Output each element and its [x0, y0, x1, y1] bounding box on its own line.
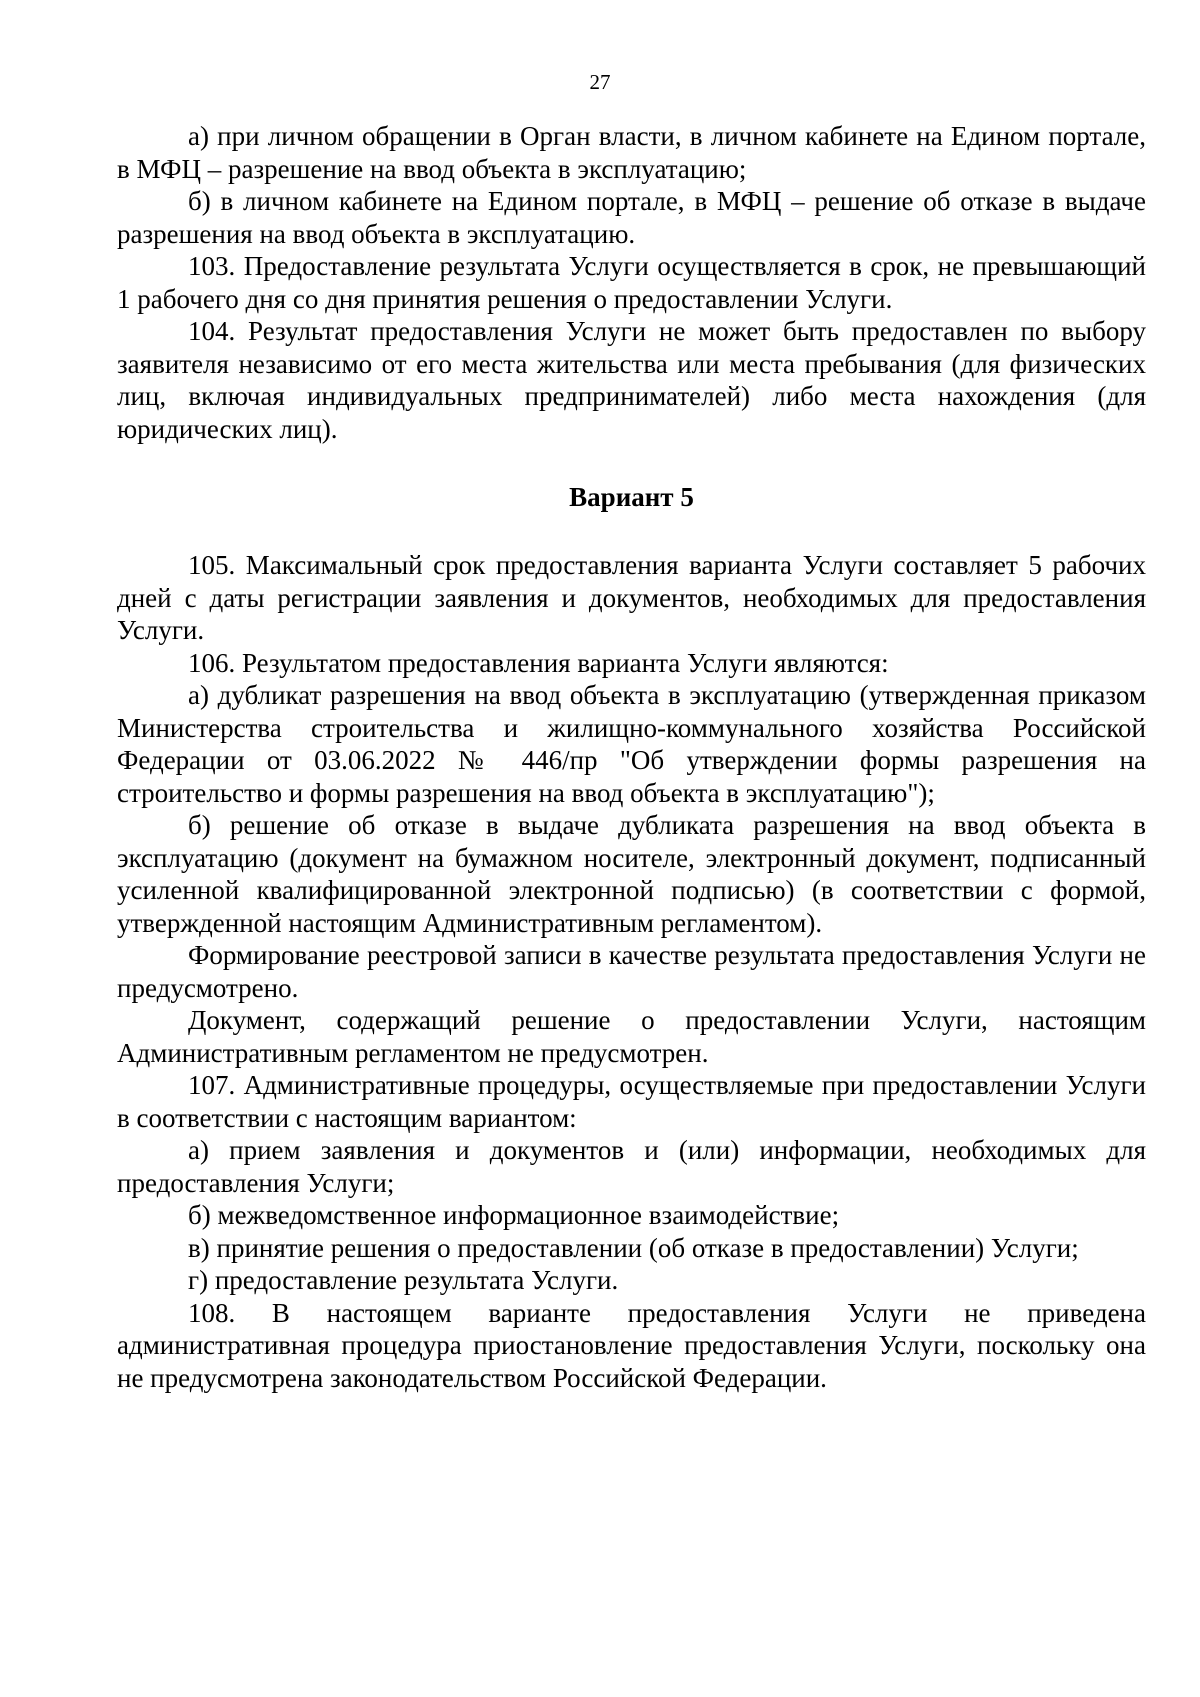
paragraph-107-item-c: в) принятие решения о предоставлении (об отказе в предоставлении) Услуги;	[188, 1232, 1079, 1263]
paragraph-108: 108. В настоящем варианте предоставления Услуги не приведена административная процедура приостановление предоставления Услуги, поскольку она не предусмотрена законодательством Российской Федерации.	[117, 1297, 1146, 1393]
paragraph-item-b: б) в личном кабинете на Едином портале, в МФЦ – решение об отказе в выдаче разрешения на ввод объекта в эксплуатацию.	[117, 186, 1146, 249]
paragraph-106-item-a: а) дубликат разрешения на ввод объекта в эксплуатацию (утвержденная приказом Министерства строительства и жилищно-коммунального хозяйства Российской Федерации от 03.06.2022 № 446/пр "Об утверждении формы разрешения на строительство и формы разрешения на ввод объекта в эксплуатацию");	[117, 680, 1146, 808]
paragraph-107-item-a: а) прием заявления и документов и (или) информации, необходимых для предоставления Услуги;	[117, 1135, 1146, 1198]
paragraph-decision-document: Документ, содержащий решение о предоставлении Услуги, настоящим Административным регламентом не предусмотрен.	[117, 1005, 1146, 1068]
paragraph-107-item-d: г) предоставление результата Услуги.	[188, 1265, 619, 1295]
paragraph-107: 107. Административные процедуры, осуществляемые при предоставлении Услуги в соответствии с настоящим вариантом:	[117, 1070, 1146, 1133]
section-heading: Вариант 5	[569, 482, 694, 512]
paragraph-106: 106. Результатом предоставления варианта Услуги являются:	[188, 647, 889, 678]
document-body	[117, 120, 1146, 1394]
paragraph-item-a: а) при личном обращении в Орган власти, в личном кабинете на Едином портале, в МФЦ – разрешение на ввод объекта в эксплуатацию;	[117, 121, 1146, 184]
paragraph-103: 103. Предоставление результата Услуги осуществляется в срок, не превышающий 1 рабочего дня со дня принятия решения о предоставлении Услуги.	[117, 251, 1146, 314]
paragraph-registry-record: Формирование реестровой записи в качестве результата предоставления Услуги не предусмотрено.	[117, 940, 1146, 1003]
paragraph-107-item-b: б) межведомственное информационное взаимодействие;	[188, 1200, 840, 1230]
paragraph-104: 104. Результат предоставления Услуги не может быть предоставлен по выбору заявителя независимо от его места жительства или места пребывания (для физических лиц, включая индивидуальных предпринимателей) либо места нахождения (для юридических лиц).	[117, 316, 1146, 444]
paragraph-105: 105. Максимальный срок предоставления варианта Услуги составляет 5 рабочих дней с даты регистрации заявления и документов, необходимых для предоставления Услуги.	[117, 550, 1146, 645]
page-number: 27	[589, 70, 611, 94]
paragraph-106-item-b: б) решение об отказе в выдаче дубликата разрешения на ввод объекта в эксплуатацию (документ на бумажном носителе, электронный документ, подписанный усиленной квалифицированной электронной подписью) (в соответствии с формой, утвержденной настоящим Административным регламентом).	[117, 810, 1146, 938]
